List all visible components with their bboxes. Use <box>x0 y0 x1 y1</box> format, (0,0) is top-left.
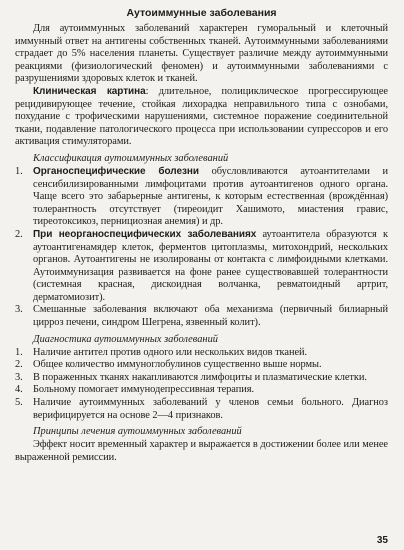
item-text: В пораженных тканях накапливаются лимфоциты и плазматические клетки. <box>33 371 367 383</box>
treatment-paragraph: Эффект носит временный характер и выражается в достижении более или менее выраженной ремиссии. <box>15 439 388 463</box>
list-item <box>15 384 388 397</box>
item-text: Общее количество иммуноглобулинов существенно выше нормы. <box>33 359 322 371</box>
item-bold: Органоспецифические болезни <box>33 165 199 177</box>
list-item <box>15 397 388 422</box>
intro-paragraph: Для аутоиммунных заболеваний характерен гуморальный и клеточный иммунный ответ на антигены собственных тканей. Аутоиммунными заболеваниями страдает до 5% населения планеты. Существует различие между аутоиммунными реакциями (физиологический феномен) и аутоиммунными заболеваниями с разрушениями здоровых клеток и тканей. <box>15 23 388 85</box>
item-text: Наличие аутоиммунных заболеваний у членов семьи больного. Диагноз верифицируется на основе 2—4 признаков. <box>33 397 388 421</box>
item-number: 1. <box>15 346 23 358</box>
item-number: 3. <box>15 371 23 383</box>
list-item <box>15 304 388 329</box>
list-item <box>15 347 388 360</box>
item-number: 5. <box>15 397 23 409</box>
item-body: аутоантитела образуются к аутоантигенамядер клеток, ферментов цитоплазмы, митохондрий, нескольких органов. Аутоантигены не изолированы от контакта с лимфоидными клетками. Аутоиммунизация развивается на фоне ранее существовавшей толерантности (системная красная, дискоидная волчанка, ревматоидный артрит, дерматомиозит). <box>33 228 388 303</box>
diagnostics-list <box>15 347 388 423</box>
item-text <box>33 166 388 229</box>
list-item <box>15 166 388 229</box>
item-number: 2. <box>15 228 23 240</box>
item-body: обусловливаются аутоантителами и сенсибилизированными лимфоцитами против аутоантигенов одного органа. Чаще всего это забарьерные антигены, к которым естественная (врождённая) толерантность отсутствует (тиреоидит Хашимото, миастения гравис, тиреотоксикоз, пернициозная анемия) и др. <box>33 165 389 228</box>
item-number: 4. <box>15 384 23 396</box>
list-item <box>15 229 388 305</box>
list-item <box>15 372 388 385</box>
diagnostics-heading: Диагностика аутоиммунных заболеваний <box>33 333 218 345</box>
page-title: Аутоиммунные заболевания <box>126 7 277 19</box>
item-text: Смешанные заболевания включают оба механизма (первичный билиарный цирроз печени, синдром Шегрена, язвенный колит). <box>33 304 388 329</box>
classification-list <box>15 166 388 330</box>
item-number: 1. <box>15 165 23 177</box>
list-item <box>15 359 388 372</box>
classification-heading: Классификация аутоиммунных заболеваний <box>33 152 229 164</box>
item-text: Наличие антител против одного или нескольких видов тканей. <box>33 346 308 358</box>
clinical-text: : длительное, полициклическое прогрессирующее рецидивирующее течение, стойкая лихорадка неправильного типа с ознобами, похудание с трофическими нарушениями, системное поражение соединительной ткани, подавление патологического процесса при использовании супрессоров и его активация стимуляторами. <box>15 85 388 148</box>
item-bold: При неорганоспецифических заболеваниях <box>33 228 257 240</box>
clinical-label: Клиническая картина <box>33 85 146 97</box>
item-number: 3. <box>15 304 23 316</box>
item-text <box>33 229 388 305</box>
page-number: 35 <box>376 535 388 546</box>
clinical-paragraph <box>15 86 388 149</box>
item-number: 2. <box>15 359 23 371</box>
treatment-heading: Принципы лечения аутоиммунных заболеваний <box>33 426 242 438</box>
item-text: Больному помогает иммунодепрессивная терапия. <box>33 384 255 396</box>
